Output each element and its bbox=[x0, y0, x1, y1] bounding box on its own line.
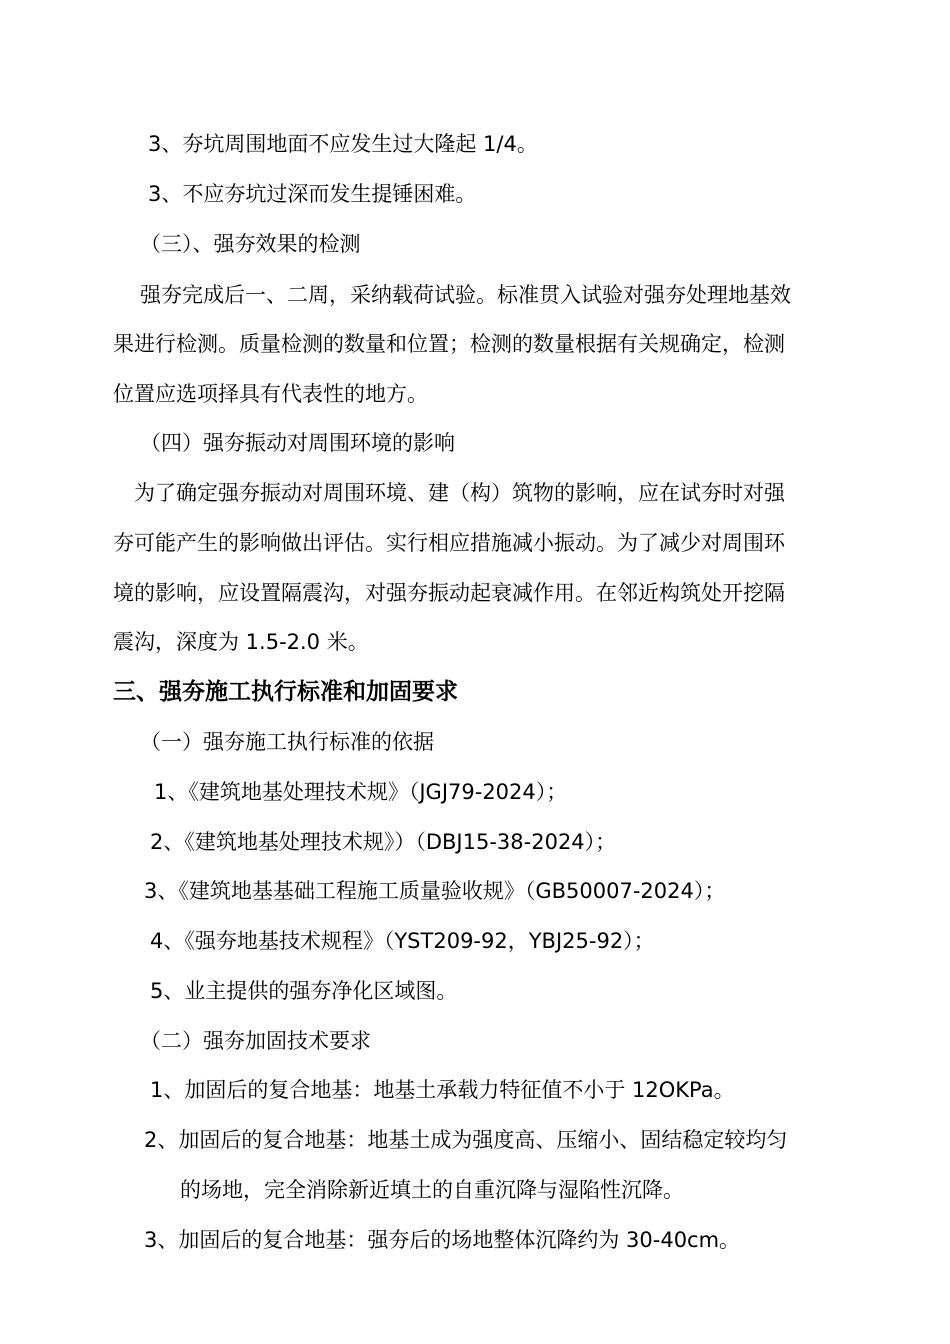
list-item: 3、《建筑地基基础工程施工质量验收规》（GB50007-2024）； bbox=[144, 879, 726, 903]
list-item: 3、加固后的复合地基：强夯后的场地整体沉降约为 30-40cm。 bbox=[144, 1228, 741, 1252]
list-item: 5、业主提供的强夯净化区域图。 bbox=[150, 979, 458, 1003]
paragraph-line: 境的影响，应设置隔震沟，对强夯振动起衰减作用。在邻近构筑处开挖隔 bbox=[113, 581, 785, 605]
paragraph-line: 夯可能产生的影响做出评估。实行相应措施减小振动。为了减少对周围环 bbox=[113, 531, 785, 555]
paragraph-line: 震沟，深度为 1.5-2.0 米。 bbox=[113, 630, 369, 654]
list-item: 4、《强夯地基技术规程》（YST209-92，YBJ25-92）； bbox=[150, 929, 655, 953]
subsection-heading: （四）强夯振动对周围环境的影响 bbox=[140, 431, 455, 455]
list-item-continuation: 的场地，完全消除新近填土的自重沉降与湿陷性沉降。 bbox=[180, 1178, 684, 1202]
paragraph-line: 果进行检测。质量检测的数量和位置；检测的数量根据有关规确定，检测 bbox=[113, 332, 785, 356]
paragraph-line: 为了确定强夯振动对周围环境、建（构）筑物的影响，应在试夯时对强 bbox=[134, 481, 785, 505]
subsection-heading: （三）、强夯效果的检测 bbox=[140, 232, 361, 256]
subsection-heading: （二）强夯加固技术要求 bbox=[140, 1029, 371, 1053]
list-item: 2、加固后的复合地基：地基土成为强度高、压缩小、固结稳定较均匀 bbox=[144, 1128, 788, 1152]
paragraph-line: 强夯完成后一、二周，采纳载荷试验。标准贯入试验对强夯处理地基效 bbox=[140, 283, 791, 307]
subsection-heading: （一）强夯施工执行标准的依据 bbox=[140, 730, 434, 754]
paragraph-line: 3、夯坑周围地面不应发生过大隆起 1/4。 bbox=[148, 132, 538, 156]
section-heading: 三、强夯施工执行标准和加固要求 bbox=[113, 679, 458, 705]
list-item: 1、加固后的复合地基：地基土承载力特征值不小于 12OKPa。 bbox=[150, 1078, 735, 1102]
list-item: 2、《建筑地基处理技术规》）（DBJ15-38-2024）； bbox=[150, 830, 617, 854]
list-item: 1、《建筑地基处理技术规》（JGJ79-2024）； bbox=[154, 780, 568, 804]
paragraph-line: 3、不应夯坑过深而发生提锤困难。 bbox=[148, 182, 477, 206]
paragraph-line: 位置应选项择具有代表性的地方。 bbox=[113, 382, 428, 406]
